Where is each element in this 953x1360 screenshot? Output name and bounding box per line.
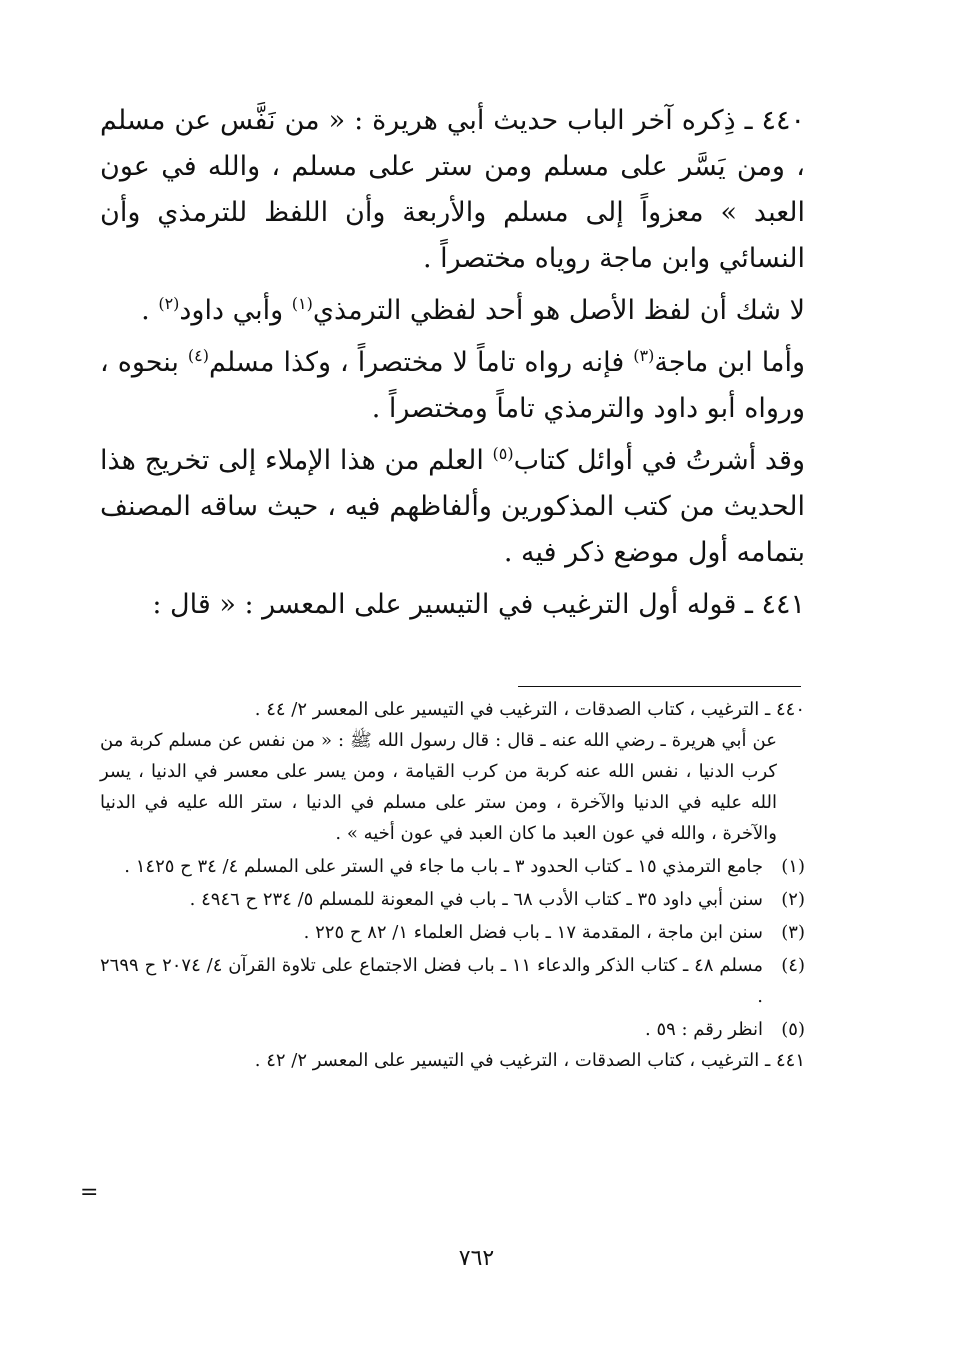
footnote-number: (٣): [781, 922, 805, 943]
footnote-text: جامع الترمذي ١٥ ـ كتاب الحدود ٣ ـ باب ما جاء في الستر على المسلم ٤/ ٣٤ ح ١٤٢٥ .: [124, 856, 763, 877]
footnote-text: سنن أبي داود ٣٥ ـ كتاب الأدب ٦٨ ـ باب في المعونة للمسلم ٥/ ٢٣٤ ح ٤٩٤٦ .: [189, 889, 763, 910]
footnote-separator: [518, 686, 801, 687]
footnote-ref-3: (٣): [633, 346, 655, 365]
footnote-1: [100, 851, 805, 882]
continuation-mark: =: [80, 1180, 99, 1205]
paragraph-comment-1: [100, 288, 805, 334]
footnote-number: (٢): [781, 889, 805, 910]
text-run: .: [141, 295, 159, 326]
footnote-441-source: ٤٤١ ـ الترغيب ، كتاب الصدقات ، الترغيب في التيسير على المعسر ٢/ ٤٢ .: [254, 1050, 805, 1071]
footnote-ref-4: (٤): [187, 346, 209, 365]
text-run: وقد أشرتُ في أوائل كتاب: [513, 445, 806, 476]
footnote-440-hadith: عن أبي هريرة ـ رضي الله عنه ـ قال : قال رسول الله ﷺ : « من نفس عن مسلم كربة من كرب الدنيا ، نفس الله عنه كربة من كرب القيامة ، ومن يسر على معسر في الدنيا ، يسر الله عليه في الدنيا والآخرة ، ومن ستر على مسلم في الدنيا ، ستر الله عليه في الدنيا والآخرة ، والله في عون العبد ما كان العبد في عون أخيه » .: [100, 730, 777, 844]
text-run: فإنه رواه تاماً لا مختصراً ، وكذا مسلم: [209, 347, 634, 378]
footnote-ref-5: (٥): [492, 444, 514, 463]
footnote-text: انظر رقم : ٥٩ .: [644, 1019, 763, 1040]
footnote-number: (١): [781, 856, 805, 877]
page-number: ٧٦٢: [458, 1246, 495, 1271]
footnotes: [100, 694, 805, 1076]
footnote-ref-2: (٢): [158, 294, 180, 313]
footnote-5: [100, 1014, 805, 1045]
footnote-ref-1: (١): [291, 294, 313, 313]
text-run: العلم من هذا الإملاء إلى تخريج هذا الحديث من كتب المذكورين وألفاظهم فيه ، حيث ساقه المصنف بتمامه أول موضع ذكر فيه .: [100, 445, 805, 568]
paragraph-comment-3: [100, 438, 805, 576]
footnote-440-source: ٤٤٠ ـ الترغيب ، كتاب الصدقات ، الترغيب في التيسير على المعسر ٢/ ٤٤ .: [254, 699, 805, 720]
text-run: وأبي داود: [179, 295, 292, 326]
footnote-4: [100, 950, 805, 1012]
main-text: [100, 98, 805, 634]
text-run: وأما ابن ماجة: [654, 347, 805, 378]
paragraph-440: ٤٤٠ ـ ذِكره آخر الباب حديث أبي هريرة : « من نَفَّس عن مسلم ، ومن يَسَّر على مسلم ومن ستر على مسلم ، والله في عون العبد » معزواً إلى مسلم والأربعة وأن اللفظ للترمذي وأن النسائي وابن ماجة روياه مختصراً .: [100, 105, 805, 274]
footnote-text: سنن ابن ماجة ، المقدمة ١٧ ـ باب فضل العلماء ١/ ٨٢ ح ٢٢٥ .: [303, 922, 763, 943]
text-run: لا شك أن لفظ الأصل هو أحد لفظي الترمذي: [312, 295, 805, 326]
paragraph-441: ٤٤١ ـ قوله أول الترغيب في التيسير على المعسر : « قال :: [152, 589, 805, 620]
footnote-2: [100, 884, 805, 915]
footnote-number: (٤): [781, 955, 805, 976]
footnote-number: (٥): [781, 1019, 805, 1040]
footnote-3: [100, 917, 805, 948]
text-run: بنحوه ، ورواه أبو داود والترمذي تاماً ومختصراً .: [100, 347, 805, 424]
footnote-text: مسلم ٤٨ ـ كتاب الذكر والدعاء ١١ ـ باب فضل الاجتماع على تلاوة القرآن ٤/ ٢٠٧٤ ح ٢٦٩٩ .: [100, 955, 764, 1007]
paragraph-comment-2: [100, 340, 805, 432]
